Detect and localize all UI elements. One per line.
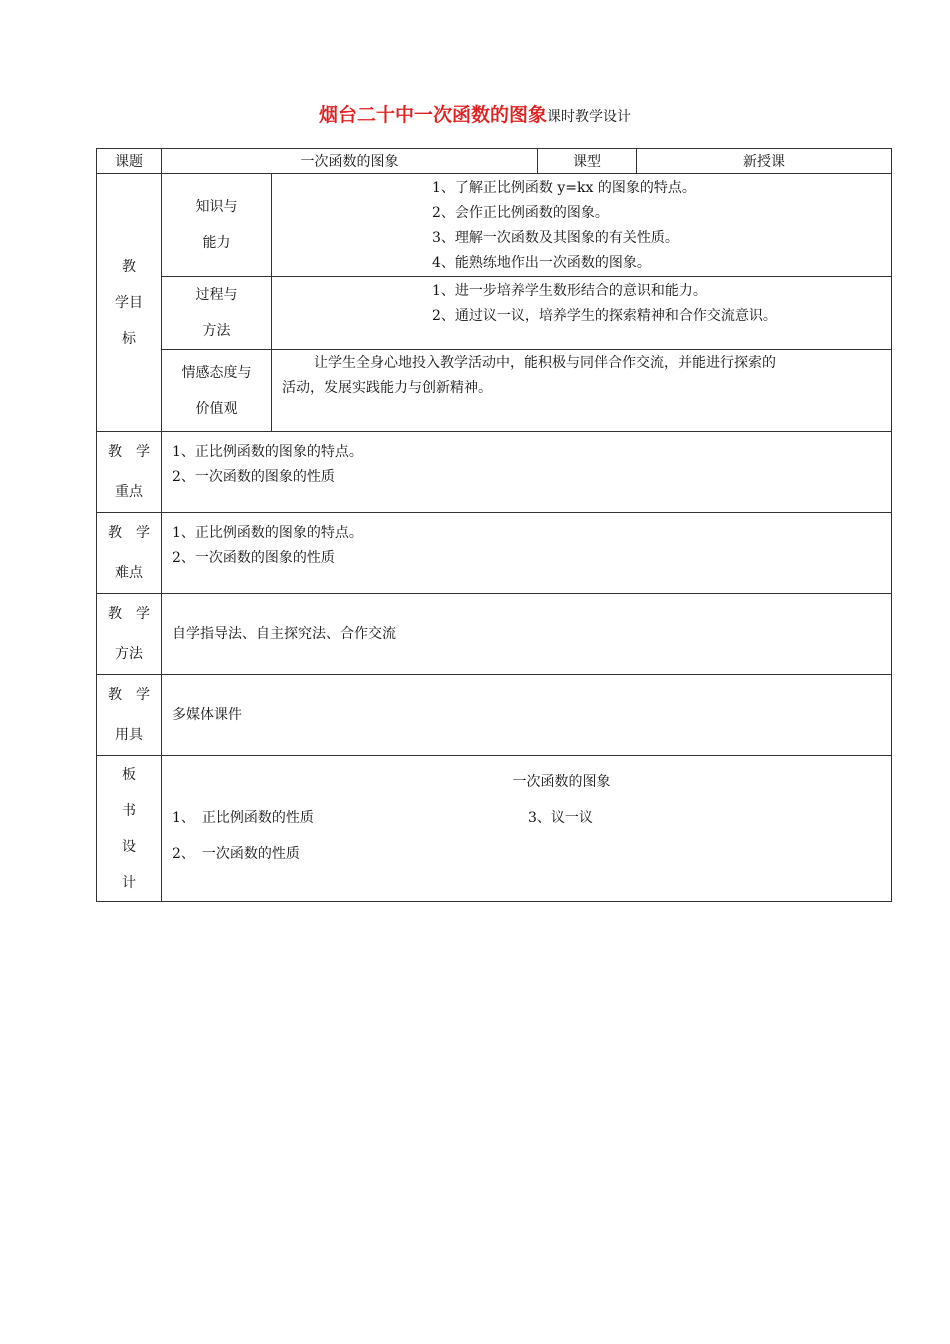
emotion-content (272, 350, 892, 432)
list-item: 2、一次函数的图象的性质 (172, 469, 335, 485)
knowledge-label: 知识与 能力 (162, 174, 272, 277)
emotion-line-2: 活动，发展实践能力与创新精神。 (282, 380, 492, 396)
list-item: 2、会作正比例函数的图象。 (432, 205, 609, 221)
goals-label: 教 学目 标 (97, 174, 162, 432)
type-value: 新授课 (637, 149, 892, 174)
board-label: 板 书 设 计 (97, 756, 162, 902)
difficulties-label: 教 学 难点 (97, 513, 162, 594)
tools-label: 教 学 用具 (97, 675, 162, 756)
goals-knowledge-row (97, 174, 892, 277)
list-item: 2、通过议一议，培养学生的探索精神和合作交流意识。 (432, 308, 777, 324)
tools-row (97, 675, 892, 756)
process-label: 过程与 方法 (162, 277, 272, 350)
emotion-label: 情感态度与 价值观 (162, 350, 272, 432)
list-item: 1、正比例函数的图象的特点。 (172, 525, 363, 541)
list-item: 1、了解正比例函数 y=kx 的图象的特点。 (432, 180, 696, 196)
difficulties-content (162, 513, 892, 594)
methods-content (162, 594, 892, 675)
list-item: 3、理解一次函数及其图象的有关性质。 (432, 230, 679, 246)
topic-label: 课题 (97, 149, 162, 174)
methods-text: 自学指导法、自主探究法、合作交流 (172, 625, 396, 642)
page-title (0, 100, 950, 127)
list-item: 2、一次函数的图象的性质 (172, 550, 335, 566)
emotion-line-1: 让学生全身心地投入教学活动中，能积极与同伴合作交流，并能进行探索的 (314, 355, 776, 371)
goals-emotion-row (97, 350, 892, 432)
board-row (97, 756, 892, 902)
board-item-2: 2、 一次函数的性质 (172, 846, 300, 862)
key-points-label: 教 学 重点 (97, 432, 162, 513)
list-item: 1、正比例函数的图象的特点。 (172, 444, 363, 460)
key-points-content (162, 432, 892, 513)
process-content (272, 277, 892, 350)
difficulties-row (97, 513, 892, 594)
key-points-row (97, 432, 892, 513)
board-content (162, 756, 892, 902)
lesson-plan-table (96, 148, 892, 902)
methods-row (97, 594, 892, 675)
title-suffix: 课时教学设计 (547, 109, 631, 125)
methods-label: 教 学 方法 (97, 594, 162, 675)
topic-value: 一次函数的图象 (162, 149, 538, 174)
board-heading: 一次函数的图象 (512, 774, 611, 790)
tools-text: 多媒体课件 (172, 706, 242, 723)
list-item: 4、能熟练地作出一次函数的图象。 (432, 255, 651, 271)
type-label: 课型 (538, 149, 637, 174)
topic-row (97, 149, 892, 174)
title-main: 烟台二十中一次函数的图象 (318, 104, 547, 126)
board-item-1: 1、 正比例函数的性质 (172, 810, 314, 826)
board-item-3: 3、议一议 (528, 810, 593, 826)
list-item: 1、进一步培养学生数形结合的意识和能力。 (432, 283, 707, 299)
tools-content (162, 675, 892, 756)
goals-process-row (97, 277, 892, 350)
knowledge-content (272, 174, 892, 277)
